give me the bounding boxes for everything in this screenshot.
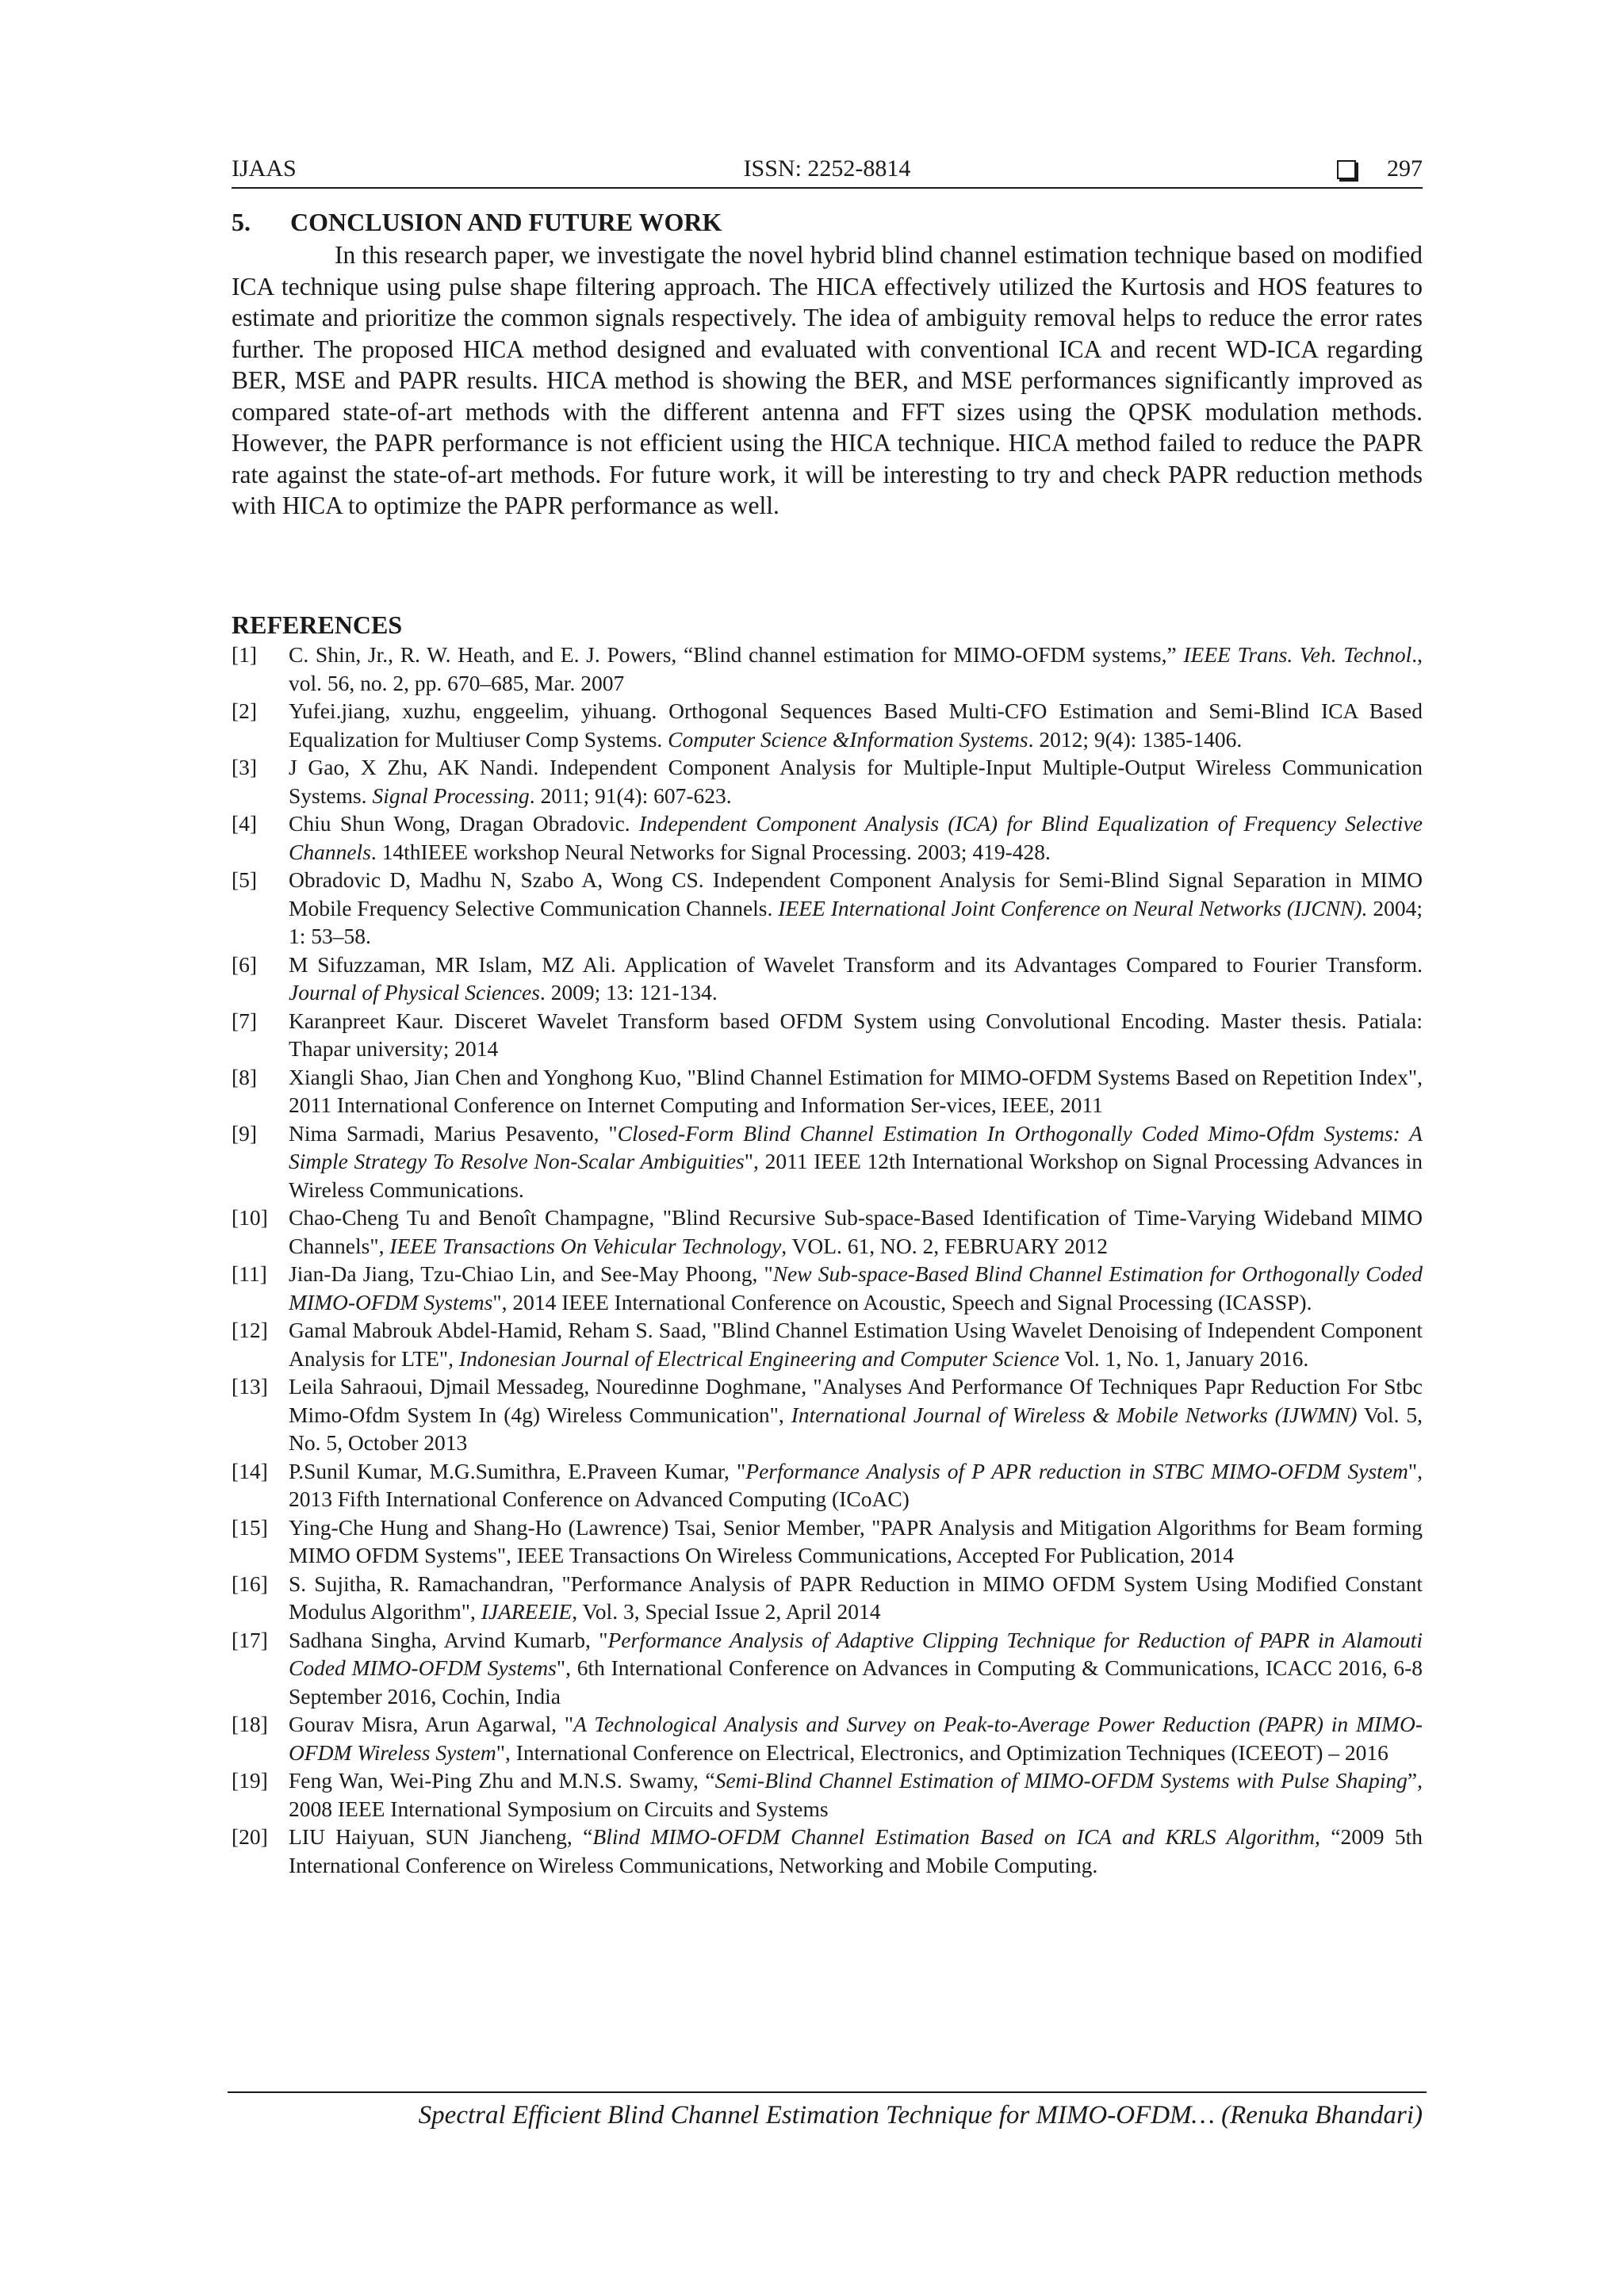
reference-number: [4]: [232, 811, 258, 836]
reference-item: [14] P.Sunil Kumar, M.G.Sumithra, E.Praveen Kumar, "Performance Analysis of P APR reduction in STBC MIMO-OFDM System", 2013 Fifth International Conference on Advanced Computing (ICoAC): [232, 1458, 1423, 1511]
reference-number: [6]: [232, 951, 258, 977]
reference-number: [2]: [232, 698, 258, 723]
reference-item: [4] Chiu Shun Wong, Dragan Obradovic. Independent Component Analysis (ICA) for Blind Equalization of Frequency Selective Channels. 14thIEEE workshop Neural Networks for Signal Processing. 2003; 419-428.: [232, 811, 1423, 864]
section-number: 5.: [232, 208, 251, 236]
reference-number: [5]: [232, 867, 258, 892]
footer-divider: [228, 2091, 1427, 2093]
journal-name: IJAAS: [232, 155, 297, 182]
reference-number: [1]: [232, 642, 258, 667]
reference-item: [18] Gourav Misra, Arun Agarwal, "A Technological Analysis and Survey on Peak-to-Average Power Reduction (PAPR) in MIMO-OFDM Wireless System", International Conference on Electrical, Electronics, and Optimization Techniques (ICEEOT) – 2016: [232, 1712, 1423, 1765]
references-heading: REFERENCES: [232, 610, 403, 639]
conclusion-paragraph: In this research paper, we investigate the novel hybrid blind channel estimation technique based on modified ICA technique using pulse shape filtering approach. The HICA effectively utilized the Kurtosis and HOS features to estimate and prioritize the common signals respectively. The idea of ambiguity removal helps to reduce the error rates further. The proposed HICA method designed and evaluated with conventional ICA and recent WD-ICA regarding BER, MSE and PAPR results. HICA method is showing the BER, and MSE performances significantly improved as compared state-of-art methods with the different antenna and FFT sizes using the QPSK modulation methods. However, the PAPR performance is not efficient using the HICA technique. HICA method failed to reduce the PAPR rate against the state-of-art methods. For future work, it will be interesting to try and check PAPR reduction methods with HICA to optimize the PAPR performance as well.: [232, 241, 1423, 519]
section-heading: [232, 208, 722, 237]
reference-number: [13]: [232, 1374, 268, 1399]
reference-item: [10] Chao-Cheng Tu and Benoît Champagne, "Blind Recursive Sub-space-Based Identification of Time-Varying Wideband MIMO Channels", IEEE Transactions On Vehicular Technology, VOL. 61, NO. 2, FEBRUARY 2012: [232, 1205, 1423, 1258]
reference-number: [18]: [232, 1712, 268, 1736]
reference-item: [11] Jian-Da Jiang, Tzu-Chiao Lin, and See-May Phoong, "New Sub-space-Based Blind Channel Estimation for Orthogonally Coded MIMO-OFDM Systems", 2014 IEEE International Conference on Acoustic, Speech and Signal Processing (ICASSP).: [232, 1261, 1423, 1314]
reference-item: [15] Ying-Che Hung and Shang-Ho (Lawrence) Tsai, Senior Member, "PAPR Analysis and Mitigation Algorithms for Beam forming MIMO OFDM Systems", IEEE Transactions On Wireless Communications, Accepted For Publication, 2014: [232, 1514, 1423, 1567]
header-divider: [232, 187, 1423, 189]
reference-number: [11]: [232, 1261, 267, 1286]
reference-item: [3] J Gao, X Zhu, AK Nandi. Independent Component Analysis for Multiple-Input Multiple-Output Wireless Communication Systems. Signal Processing. 2011; 91(4): 607-623.: [232, 755, 1423, 808]
reference-number: [10]: [232, 1205, 268, 1230]
reference-item: [2] Yufei.jiang, xuzhu, enggeelim, yihuang. Orthogonal Sequences Based Multi-CFO Estimation and Semi-Blind ICA Based Equalization for Multiuser Comp Systems. Computer Science &Information Systems. 2012; 9(4): 1385-1406.: [232, 698, 1423, 752]
reference-item: [7] Karanpreet Kaur. Disceret Wavelet Transform based OFDM System using Convolutional Encoding. Master thesis. Patiala: Thapar university; 2014: [232, 1008, 1423, 1061]
reference-number: [14]: [232, 1458, 268, 1483]
reference-item: [6] M Sifuzzaman, MR Islam, MZ Ali. Application of Wavelet Transform and its Advantages Compared to Fourier Transform. Journal of Physical Sciences. 2009; 13: 121-134.: [232, 951, 1423, 1004]
reference-item: [8] Xiangli Shao, Jian Chen and Yonghong Kuo, "Blind Channel Estimation for MIMO-OFDM Systems Based on Repetition Index", 2011 International Conference on Internet Computing and Information Ser-vices, IEEE, 2011: [232, 1064, 1423, 1117]
reference-number: [20]: [232, 1824, 268, 1849]
reference-number: [17]: [232, 1627, 268, 1652]
reference-item: [16] S. Sujitha, R. Ramachandran, "Performance Analysis of PAPR Reduction in MIMO OFDM System Using Modified Constant Modulus Algorithm", IJAREEIE, Vol. 3, Special Issue 2, April 2014: [232, 1571, 1423, 1624]
reference-number: [3]: [232, 755, 258, 779]
reference-item: [5] Obradovic D, Madhu N, Szabo A, Wong CS. Independent Component Analysis for Semi-Blind Signal Separation in MIMO Mobile Frequency Selective Communication Channels. IEEE International Joint Conference on Neural Networks (IJCNN). 2004; 1: 53–58.: [232, 867, 1423, 948]
reference-item: [20] LIU Haiyuan, SUN Jiancheng, “Blind MIMO-OFDM Channel Estimation Based on ICA and KRLS Algorithm, “2009 5th International Conference on Wireless Communications, Networking and Mobile Computing.: [232, 1824, 1423, 1877]
reference-number: [12]: [232, 1318, 268, 1342]
reference-number: [16]: [232, 1571, 268, 1596]
issn: ISSN: 2252-8814: [743, 155, 911, 182]
checkbox-square-icon: [1337, 160, 1356, 179]
reference-item: [13] Leila Sahraoui, Djmail Messadeg, Nouredinne Doghmane, "Analyses And Performance Of Techniques Papr Reduction For Stbc Mimo-Ofdm System In (4g) Wireless Communication", International Journal of Wireless & Mobile Networks (IJWMN) Vol. 5, No. 5, October 2013: [232, 1374, 1423, 1455]
reference-item: [12] Gamal Mabrouk Abdel-Hamid, Reham S. Saad, "Blind Channel Estimation Using Wavelet Denoising of Independent Component Analysis for LTE", Indonesian Journal of Electrical Engineering and Computer Science Vol. 1, No. 1, January 2016.: [232, 1318, 1423, 1371]
reference-number: [15]: [232, 1514, 268, 1540]
reference-item: [19] Feng Wan, Wei-Ping Zhu and M.N.S. Swamy, “Semi-Blind Channel Estimation of MIMO-OFDM Systems with Pulse Shaping”, 2008 IEEE International Symposium on Circuits and Systems: [232, 1768, 1423, 1821]
reference-list: [232, 641, 1423, 1879]
reference-number: [19]: [232, 1768, 268, 1793]
page-number: 297: [1387, 155, 1423, 182]
running-footer: Spectral Efficient Blind Channel Estimation Technique for MIMO-OFDM… (Renuka Bhandari): [418, 2101, 1423, 2130]
running-header: [232, 155, 1423, 187]
reference-number: [9]: [232, 1120, 258, 1146]
reference-number: [7]: [232, 1008, 258, 1033]
section-title: CONCLUSION AND FUTURE WORK: [290, 208, 722, 236]
reference-item: [17] Sadhana Singha, Arvind Kumarb, "Performance Analysis of Adaptive Clipping Technique for Reduction of PAPR in Alamouti Coded MIMO-OFDM Systems", 6th International Conference on Advances in Computing & Communications, ICACC 2016, 6-8 September 2016, Cochin, India: [232, 1627, 1423, 1709]
reference-number: [8]: [232, 1064, 258, 1089]
reference-item: [1] C. Shin, Jr., R. W. Heath, and E. J. Powers, “Blind channel estimation for MIMO-OFDM systems,” IEEE Trans. Veh. Technol., vol. 56, no. 2, pp. 670–685, Mar. 2007: [232, 642, 1423, 695]
reference-item: [9] Nima Sarmadi, Marius Pesavento, "Closed-Form Blind Channel Estimation In Orthogonally Coded Mimo-Ofdm Systems: A Simple Strategy To Resolve Non-Scalar Ambiguities", 2011 IEEE 12th International Workshop on Signal Processing Advances in Wireless Communications.: [232, 1120, 1423, 1202]
